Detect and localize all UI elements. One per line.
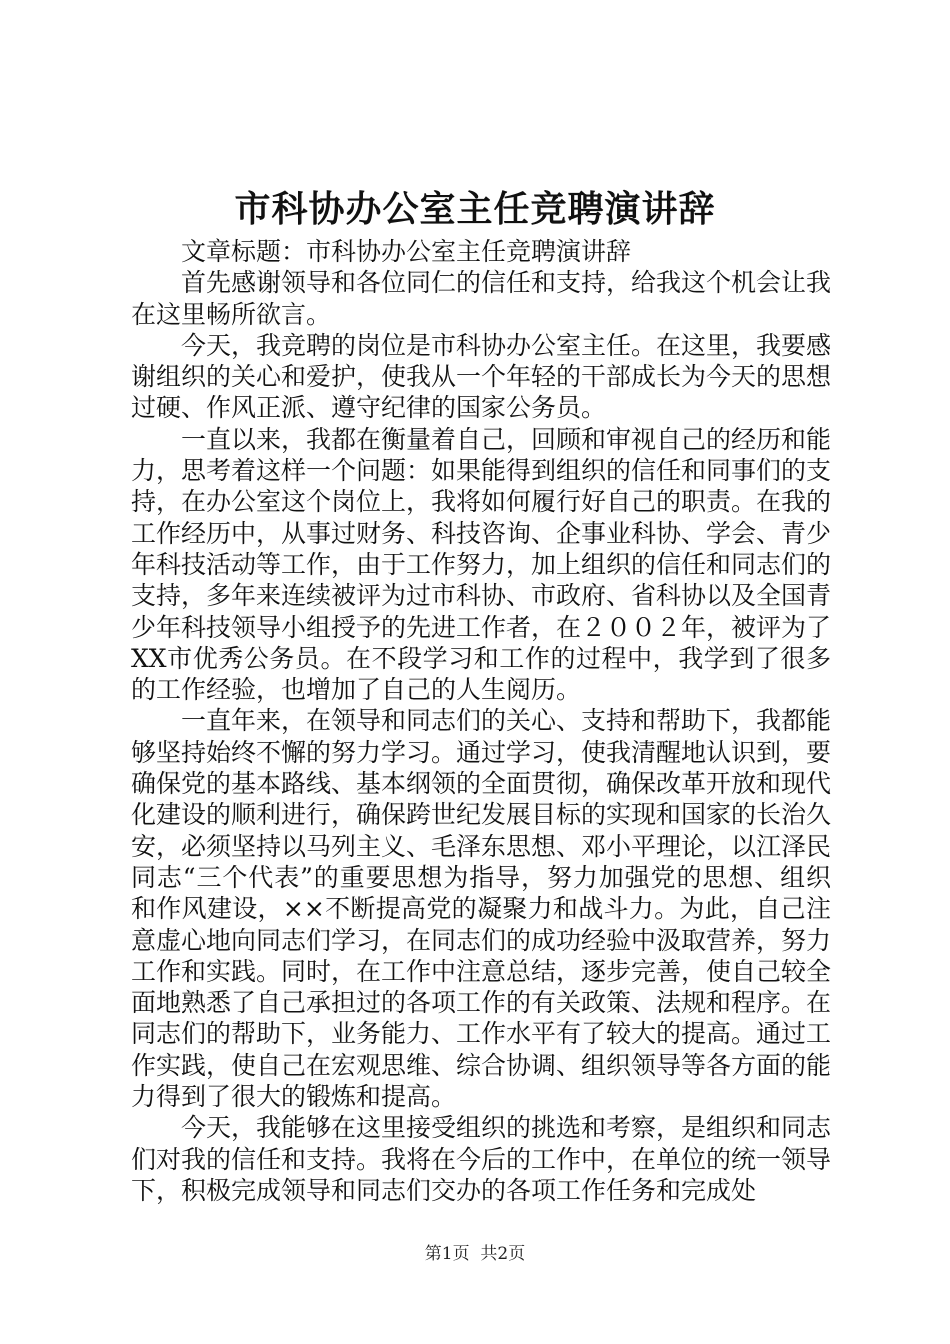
paragraph-4: 一直年来，在领导和同志们的关心、支持和帮助下，我都能够坚持始终不懈的努力学习。通过学习，使我清醒地认识到，要确保党的基本路线、基本纲领的全面贯彻，确保改革开放和现代化建设的顺利进行，确保跨世纪发展目标的实现和国家的长治久安，必须坚持以马列主义、毛泽东思想、邓小平理论，以江泽民同志“三个代表”的重要思想为指导，努力加强党的思想、组织和作风建设，××不断提高党的凝聚力和战斗力。为此，自己注意虚心地向同志们学习，在同志们的成功经验中汲取营养，努力工作和实践。同时，在工作中注意总结，逐步完善，使自己较全面地熟悉了自己承担过的各项工作的有关政策、法规和程序。在同志们的帮助下，业务能力、工作水平有了较大的提高。通过工作实践，使自己在宏观思维、综合协调、组织领导等各方面的能力得到了很大的锻炼和提高。 — [131, 706, 832, 1112]
paragraph-1: 首先感谢领导和各位同仁的信任和支持，给我这个机会让我在这里畅所欲言。 — [131, 268, 832, 329]
paragraph-5: 今天，我能够在这里接受组织的挑选和考察，是组织和同志们对我的信任和支持。我将在今后的工作中，在单位的统一领导下，积极完成领导和同志们交办的各项工作任务和完成处 — [131, 1113, 832, 1205]
page-total: 共2页 — [480, 1244, 526, 1264]
document-body — [131, 236, 831, 1206]
document-title: 市科协办公室主任竞聘演讲辞 — [234, 188, 716, 230]
page-footer — [0, 1242, 950, 1266]
page-number: 第1页 — [424, 1244, 470, 1264]
footer-spacer — [470, 1244, 481, 1264]
paragraph-2: 今天，我竞聘的岗位是市科协办公室主任。在这里，我要感谢组织的关心和爱护，使我从一个年轻的干部成长为今天的思想过硬、作风正派、遵守纪律的国家公务员。 — [131, 330, 832, 423]
paragraph-3: 一直以来，我都在衡量着自己，回顾和审视自己的经历和能力，思考着这样一个问题：如果能得到组织的信任和同事们的支持，在办公室这个岗位上，我将如何履行好自己的职责。在我的工作经历中，从事过财务、科技咨询、企事业科协、学会、青少年科技活动等工作，由于工作努力，加上组织的信任和同志们的支持，多年来连续被评为过市科协、市政府、省科协以及全国青少年科技领导小组授予的先进工作者，在２００２年，被评为了XX市优秀公务员。在不段学习和工作的过程中，我学到了很多的工作经验，也增加了自己的人生阅历。 — [131, 424, 832, 705]
paragraph-article-title: 文章标题：市科协办公室主任竞聘演讲辞 — [181, 237, 632, 266]
